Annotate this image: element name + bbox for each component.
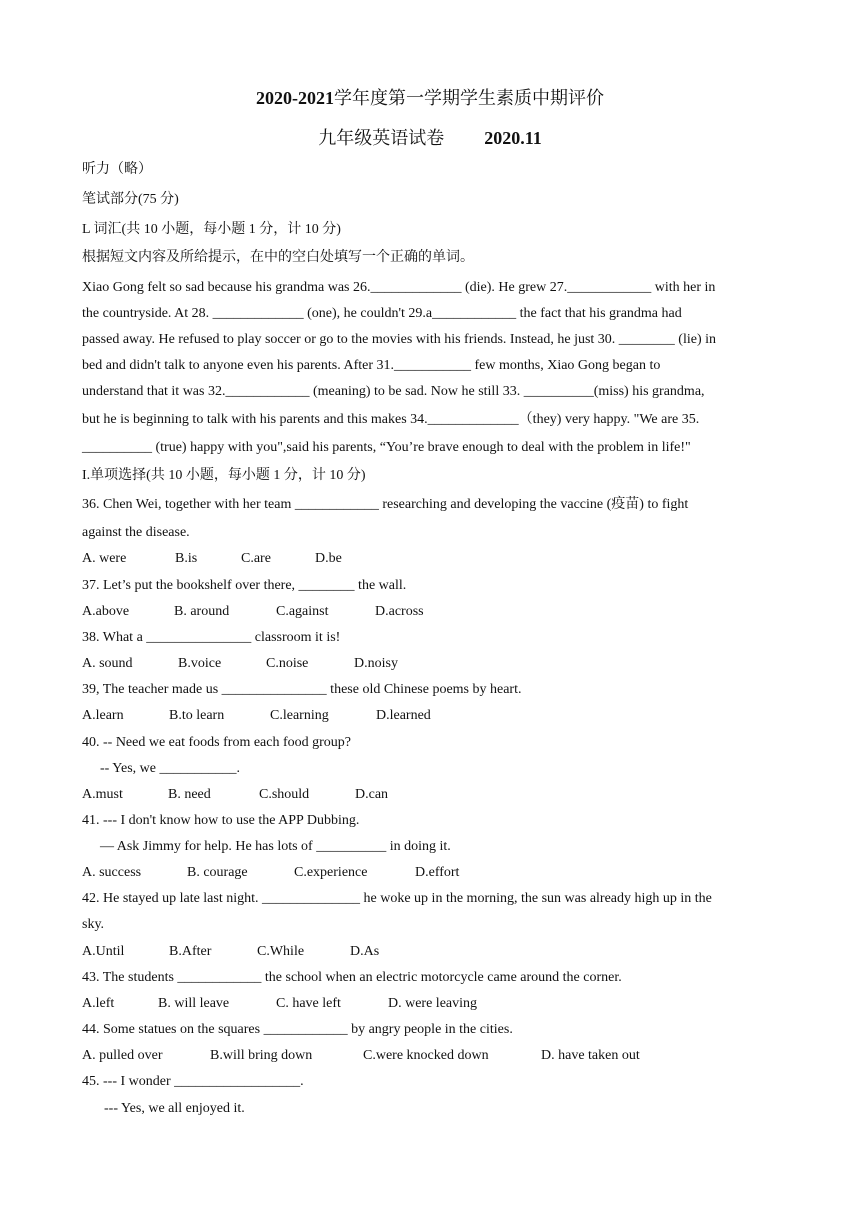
option-c: C.experience <box>294 865 368 880</box>
question-40-answer-line: -- Yes, we ___________. <box>100 761 240 776</box>
question-39-stem: 39, The teacher made us _______________ these old Chinese poems by heart. <box>82 682 522 697</box>
written-heading: 笔试部分(75 分) <box>82 192 179 207</box>
option-a: A.left <box>82 996 115 1011</box>
question-42-stem: 42. He stayed up late last night. ______________ he woke up in the morning, the sun was already high up in the <box>82 891 712 906</box>
question-39-options <box>82 706 431 726</box>
exam-title <box>0 84 860 110</box>
option-a: A.above <box>82 604 130 619</box>
option-a: A.learn <box>82 708 124 723</box>
question-43-stem: 43. The students ____________ the school when an electric motorcycle came around the corner. <box>82 970 622 985</box>
option-c: C.against <box>276 604 329 619</box>
question-37-options <box>82 602 424 622</box>
passage-line: understand that it was 32.____________ (meaning) to be sad. Now he still 33. __________(miss) his grandma, <box>82 384 705 399</box>
question-38-options <box>82 654 398 674</box>
option-a: A. pulled over <box>82 1048 163 1063</box>
question-45-answer-line: --- Yes, we all enjoyed it. <box>104 1101 245 1116</box>
option-d: D.effort <box>415 865 460 880</box>
question-37-stem: 37. Let’s put the bookshelf over there, ________ the wall. <box>82 578 407 593</box>
option-c: C.noise <box>266 656 309 671</box>
question-40-stem: 40. -- Need we eat foods from each food group? <box>82 735 352 750</box>
option-a: A. success <box>82 865 142 880</box>
question-43-options <box>82 994 477 1014</box>
subtitle-date: 2020.11 <box>484 128 542 148</box>
option-d: D.noisy <box>354 656 398 671</box>
option-c: C.were knocked down <box>363 1048 489 1063</box>
option-b: B. courage <box>187 865 248 880</box>
question-41-answer-line: — Ask Jimmy for help. He has lots of __________ in doing it. <box>100 839 451 854</box>
option-b: B.will bring down <box>210 1048 313 1063</box>
passage-line: but he is beginning to talk with his parents and this makes 34._____________（they) very happy. "We are 35. <box>82 412 700 427</box>
question-36-stem-cont: against the disease. <box>82 525 190 540</box>
option-c: C. have left <box>276 996 341 1011</box>
option-d: D.across <box>375 604 424 619</box>
exam-subtitle <box>0 124 860 150</box>
option-c: C.should <box>259 787 310 802</box>
question-36-options <box>82 549 342 569</box>
option-a: A.Until <box>82 944 125 959</box>
vocab-instruction: 根据短文内容及所给提示，在中的空白处填写一个正确的单词。 <box>82 250 474 265</box>
option-b: B.voice <box>178 656 222 671</box>
question-41-options <box>82 863 459 883</box>
passage-line: __________ (true) happy with you",said his parents, “You’re brave enough to deal with the problem in life!" <box>82 440 691 455</box>
option-b: B.After <box>169 944 212 959</box>
option-d: D.can <box>355 787 389 802</box>
option-d: D. were leaving <box>388 996 478 1011</box>
question-36-stem: 36. Chen Wei, together with her team ____________ researching and developing the vaccine (疫苗) to fight <box>82 497 689 512</box>
option-a: A. sound <box>82 656 133 671</box>
subtitle-text: 九年级英语试卷 <box>318 128 445 148</box>
option-d: D.As <box>350 944 380 959</box>
question-42-stem-cont: sky. <box>82 917 105 932</box>
option-c: C.learning <box>270 708 329 723</box>
option-b: B. around <box>174 604 230 619</box>
passage-line: Xiao Gong felt so sad because his grandma was 26._____________ (die). He grew 27.____________ with her in <box>82 280 716 295</box>
option-c: C.While <box>257 944 305 959</box>
title-year: 2020-2021 <box>256 88 334 108</box>
passage-line: the countryside. At 28. _____________ (one), he couldn't 29.a____________ the fact that his grandma had <box>82 306 682 321</box>
option-d: D.learned <box>376 708 431 723</box>
option-d: D. have taken out <box>541 1048 640 1063</box>
question-45-stem: 45. --- I wonder __________________. <box>82 1074 304 1089</box>
question-44-options <box>82 1046 640 1066</box>
passage-line: bed and didn't talk to anyone even his parents. After 31.___________ few months, Xiao Gong began to <box>82 358 661 373</box>
option-a: A. were <box>82 551 127 566</box>
option-b: B.to learn <box>169 708 225 723</box>
vocab-heading: L 词汇(共 10 小题，每小题 1 分，计 10 分) <box>82 222 341 237</box>
option-c: C.are <box>241 551 271 566</box>
option-b: B. need <box>168 787 211 802</box>
option-a: A.must <box>82 787 123 802</box>
question-38-stem: 38. What a _______________ classroom it is! <box>82 630 341 645</box>
option-b: B. will leave <box>158 996 230 1011</box>
question-44-stem: 44. Some statues on the squares ____________ by angry people in the cities. <box>82 1022 513 1037</box>
question-41-stem: 41. --- I don't know how to use the APP Dubbing. <box>82 813 360 828</box>
option-d: D.be <box>315 551 342 566</box>
mc-heading: I.单项选择(共 10 小题，每小题 1 分，计 10 分) <box>82 468 366 483</box>
title-text: 学年度第一学期学生素质中期评价 <box>334 88 604 108</box>
option-b: B.is <box>175 551 198 566</box>
passage-line: passed away. He refused to play soccer or go to the movies with his friends. Instead, he just 30. ________ (lie) in <box>82 332 716 347</box>
question-42-options <box>82 942 379 962</box>
question-40-options <box>82 785 388 805</box>
listening-note: 听力（略） <box>82 162 152 177</box>
